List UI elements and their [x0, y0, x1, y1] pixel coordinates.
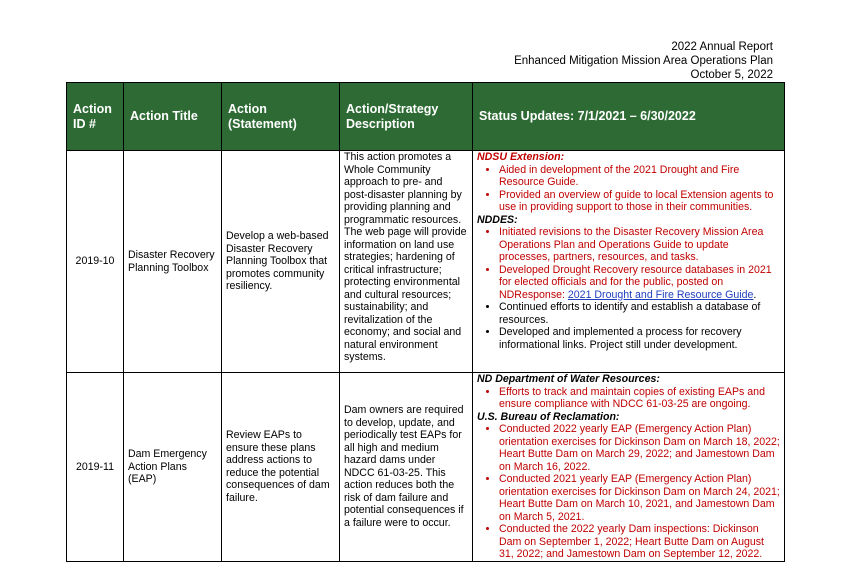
- status-org-heading: U.S. Bureau of Reclamation:: [477, 410, 620, 423]
- status-item: [499, 264, 780, 302]
- status-org-heading: ND Department of Water Resources:: [477, 373, 660, 385]
- action-id: 2019-11: [67, 373, 124, 562]
- status-item: • Developed and implemented a process for recovery informational links. Project still under development.: [499, 326, 780, 351]
- status-org-heading: NDDES:: [477, 213, 518, 226]
- status-list: [477, 164, 780, 214]
- col-header-action-id: Action ID #: [67, 83, 124, 151]
- action-title: Disaster Recovery Planning Toolbox: [124, 151, 222, 373]
- status-item: • Conducted 2022 yearly EAP (Emergency Action Plan) orientation exercises for Dickinson Dam on March 18, 2022; Heart Butte Dam on March 29, 2022; and Jamestown Dam on March 16, 2022.: [499, 423, 780, 473]
- status-item-end: .: [753, 288, 757, 301]
- status-item: • Conducted 2021 yearly EAP (Emergency Action Plan) orientation exercises for Dickinson Dam on March 24, 2021; Heart Butte Dam on March 10, 2021, and Jamestown Dam on March 5, 2021.: [499, 473, 780, 523]
- action-statement: Review EAPs to ensure these plans address actions to reduce the potential consequences of dam failure.: [222, 373, 340, 562]
- status-item: • Initiated revisions to the Disaster Recovery Mission Area Operations Plan and Operations Guide to update processes, partners, resources, and tasks.: [499, 226, 780, 264]
- status-list: [477, 386, 780, 411]
- col-header-action-title: Action Title: [124, 83, 222, 151]
- report-title: 2022 Annual Report: [671, 41, 773, 53]
- status-item-text: Developed Drought Recovery resource databases in 2021 for elected officials and for the public, posted on NDResponse:: [499, 263, 772, 301]
- report-date: October 5, 2022: [690, 69, 773, 81]
- status-item: • Conducted the 2022 yearly Dam inspections: Dickinson Dam on September 1, 2022; Heart Butte Dam on August 31, 2022; and Jamestown Dam on September 12, 2022.: [499, 523, 780, 561]
- status-updates: [473, 151, 785, 373]
- status-item: • Aided in development of the 2021 Drought and Fire Resource Guide.: [499, 164, 780, 189]
- action-statement: Develop a web-based Disaster Recovery Planning Toolbox that promotes community resiliency.: [222, 151, 340, 373]
- col-header-description: Action/Strategy Description: [340, 83, 473, 151]
- action-title: Dam Emergency Action Plans (EAP): [124, 373, 222, 562]
- action-description: This action promotes a Whole Community approach to pre- and post-disaster planning by providing planning and programmatic resources. The web page will provide information on land use strategies; hardening of critical infrastructure; protecting environmental and cultural resources; sustainability; and revitalization of the economy; and social and natural environment systems.: [340, 151, 473, 373]
- status-org-heading: NDSU Extension:: [477, 151, 565, 163]
- report-header: [514, 40, 773, 82]
- table-row: [67, 151, 785, 373]
- action-description: Dam owners are required to develop, update, and periodically test EAPs for all high and medium hazard dams under NDCC 61-03-25. This action reduces both the risk of dam failure and potential consequences if a failure were to occur.: [340, 373, 473, 562]
- status-list: [477, 226, 780, 351]
- resource-guide-link[interactable]: 2021 Drought and Fire Resource Guide: [567, 288, 754, 301]
- status-item: • Efforts to track and maintain copies of existing EAPs and ensure compliance with NDCC 61-03-25 are ongoing.: [499, 386, 780, 411]
- status-list: [477, 423, 780, 561]
- status-updates: [473, 373, 785, 562]
- status-item: • Continued efforts to identify and establish a database of resources.: [499, 301, 780, 326]
- action-id: 2019-10: [67, 151, 124, 373]
- status-item: • Provided an overview of guide to local Extension agents to use in providing support to those in their communities.: [499, 189, 780, 214]
- table-header-row: [67, 83, 785, 151]
- col-header-status-updates: Status Updates: 7/1/2021 – 6/30/2022: [473, 83, 785, 151]
- table-row: [67, 373, 785, 562]
- plan-name: Enhanced Mitigation Mission Area Operations Plan: [514, 55, 773, 67]
- actions-table: [66, 82, 785, 562]
- col-header-action-statement: Action (Statement): [222, 83, 340, 151]
